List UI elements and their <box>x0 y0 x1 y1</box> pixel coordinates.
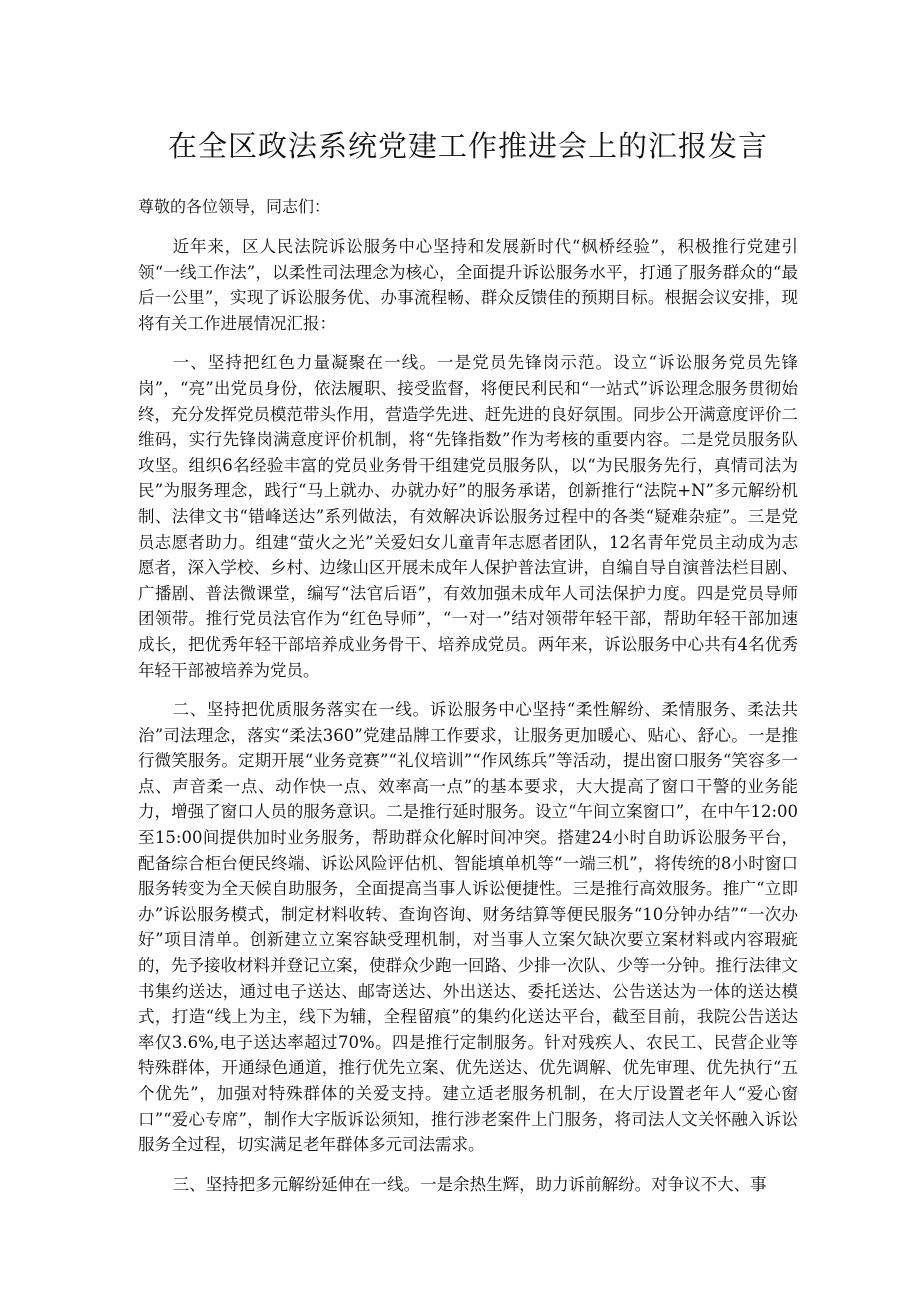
paragraph-section-3: 三、坚持把多元解纷延伸在一线。一是余热生辉，助力诉前解纷。对争议不大、事 <box>172 1174 767 1194</box>
paragraph-section-2: 二、坚持把优质服务落实在一线。诉讼服务中心坚持“柔性解纷、柔情服务、柔法共治”司法理念，落实“柔法360”党建品牌工作要求，让服务更加暖心、贴心、舒心。一是推行微笑服务。定期开展“业务竞赛”“礼仪培训”“作风练兵”等活动，提出窗口服务“笑容多一点、声音柔一点、动作快一点、效率高一点”的基本要求，大大提高了窗口干警的业务能力，增强了窗口人员的服务意识。二是推行延时服务。设立“午间立案窗口”，在中午12:00至15:00间提供加时业务服务，帮助群众化解时间冲突。搭建24小时自助诉讼服务平台，配备综合柜台便民终端、诉讼风险评估机、智能填单机等“一端三机”，将传统的8小时窗口服务转变为全天候自助服务，全面提高当事人诉讼便捷性。三是推行高效服务。推广“立即办”诉讼服务模式，制定材料收转、查询咨询、财务结算等便民服务“10分钟办结”“一次办好”项目清单。创新建立立案容缺受理机制，对当事人立案欠缺次要立案材料或内容瑕疵的，先予接收材料并登记立案，使群众少跑一回路、少排一次队、少等一分钟。推行法律文书集约送达，通过电子送达、邮寄送达、外出送达、委托送达、公告送达为一体的送达模式，打造“线上为主，线下为辅，全程留痕”的集约化送达平台，截至目前，我院公告送达率仅3.6%,电子送达率超过70%。四是推行定制服务。针对残疾人、农民工、民营企业等特殊群体，开通绿色通道，推行优先立案、优先送达、优先调解、优先审理、优先执行“五个优先”，加强对特殊群体的关爱支持。建立适老服务机制，在大厅设置老年人“爱心窗口”“爱心专席”，制作大字版诉讼须知，推行涉老案件上门服务，将司法人文关怀融入诉讼服务全过程，切实满足老年群体多元司法需求。 <box>138 700 798 1155</box>
document-page <box>138 128 798 1211</box>
salutation: 尊敬的各位领导，同志们： <box>138 197 331 216</box>
document-title: 在全区政法系统党建工作推进会上的汇报发言 <box>167 129 768 163</box>
paragraph-intro: 近年来，区人民法院诉讼服务中心坚持和发展新时代“枫桥经验”，积极推行党建引领“一线工作法”，以柔性司法理念为核心，全面提升诉讼服务水平，打通了服务群众的“最后一公里”，实现了诉讼服务优、办事流程畅、群众反馈佳的预期目标。根据会议安排，现将有关工作进展情况汇报： <box>138 237 798 333</box>
paragraph-section-1: 一、坚持把红色力量凝聚在一线。一是党员先锋岗示范。设立“诉讼服务党员先锋岗”，“亮”出党员身份，依法履职、接受监督，将便民利民和“一站式”诉讼理念服务贯彻始终，充分发挥党员模范带头作用，营造学先进、赶先进的良好氛围。同步公开满意度评价二维码，实行先锋岗满意度评价机制，将“先锋指数”作为考核的重要内容。二是党员服务队攻坚。组织6名经验丰富的党员业务骨干组建党员服务队，以“为民服务先行，真情司法为民”为服务理念，践行“马上就办、办就办好”的服务承诺，创新推行“法院+N”多元解纷机制、法律文书“错峰送达”系列做法，有效解决诉讼服务过程中的各类“疑难杂症”。三是党员志愿者助力。组建“萤火之光”关爱妇女儿童青年志愿者团队，12名青年党员主动成为志愿者，深入学校、乡村、边缘山区开展未成年人保护普法宣讲，自编自导自演普法栏目剧、广播剧、普法微课堂，编写“法官后语”，有效加强未成年人司法保护力度。四是党员导师团领带。推行党员法官作为“红色导师”，“一对一”结对领带年轻干部，帮助年轻干部加速成长，把优秀年轻干部培养成业务骨干、培养成党员。两年来，诉讼服务中心共有4名优秀年轻干部被培养为党员。 <box>138 353 798 680</box>
